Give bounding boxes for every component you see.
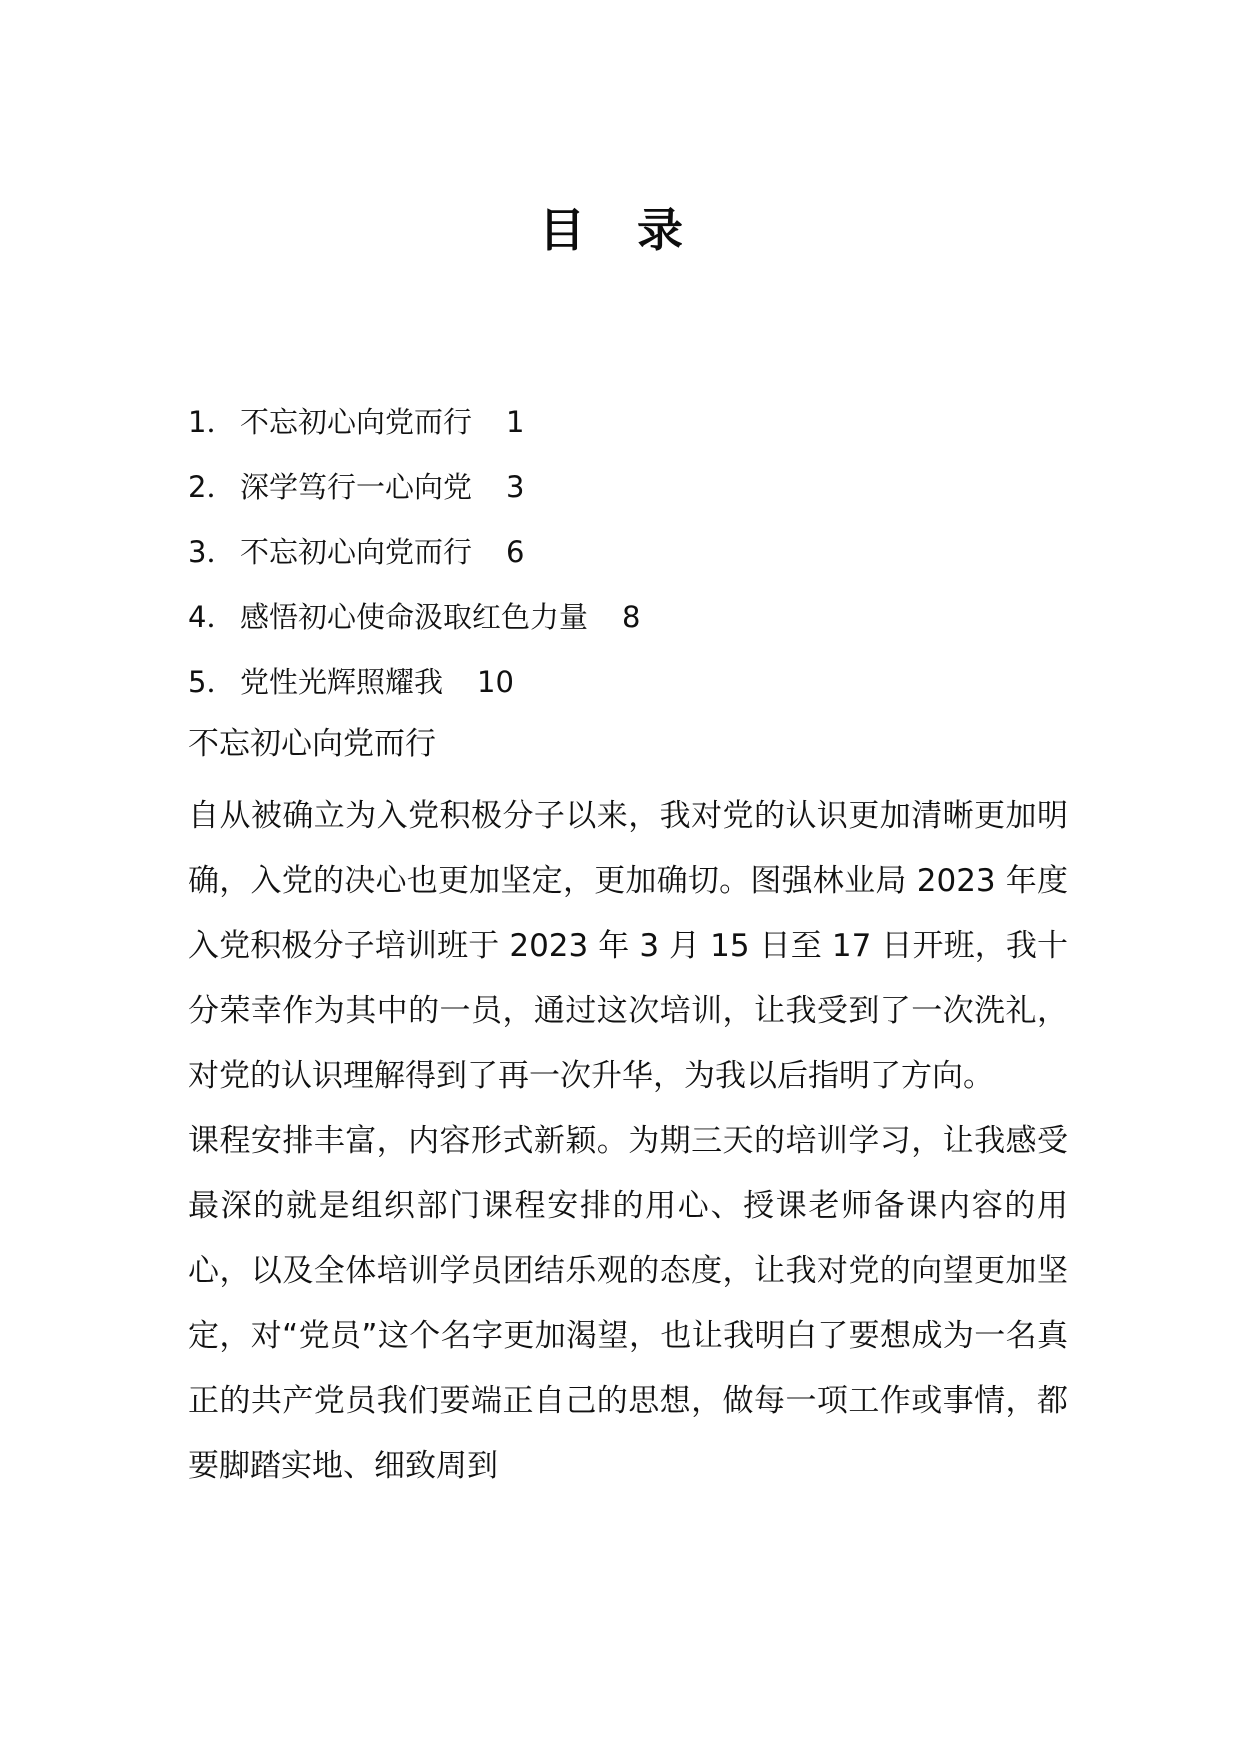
toc-item-page: 3 (506, 470, 525, 504)
toc-item-number: 2． (188, 470, 236, 504)
toc-item-title: 不忘初心向党而行 (240, 405, 473, 439)
article-paragraph: 自从被确立为入党积极分子以来，我对党的认识更加清晰更加明确，入党的决心也更加坚定，更加确切。图强林业局 2023 年度入党积极分子培训班于 2023 年 3 月 15 日至 17 日开班，我十分荣幸作为其中的一员，通过这次培训，让我受到了一次洗礼，对党的认识理解得到了再一次升华，为我以后指明了方向。 (188, 798, 1068, 1094)
toc-item[interactable] (188, 390, 1068, 455)
table-of-contents (188, 390, 1068, 715)
toc-item-page: 6 (506, 535, 525, 569)
toc-item-number: 1． (188, 405, 236, 439)
toc-item[interactable] (188, 585, 1068, 650)
article-title: 不忘初心向党而行 (188, 726, 436, 762)
toc-item-title: 感悟初心使命汲取红色力量 (240, 600, 589, 634)
toc-item[interactable] (188, 520, 1068, 585)
toc-item-page: 1 (506, 405, 525, 439)
toc-item-page: 10 (477, 665, 514, 699)
toc-item-title: 深学笃行一心向党 (240, 470, 473, 504)
toc-item[interactable] (188, 455, 1068, 520)
article-paragraph: 课程安排丰富，内容形式新颖。为期三天的培训学习，让我感受最深的就是组织部门课程安排的用心、授课老师备课内容的用心，以及全体培训学员团结乐观的态度，让我对党的向望更加坚定，对“党员”这个名字更加渴望，也让我明白了要想成为一名真正的共产党员我们要端正自己的思想，做每一项工作或事情，都要脚踏实地、细致周到 (188, 1123, 1068, 1484)
toc-item-page: 8 (622, 600, 641, 634)
page-title: 目 录 (538, 203, 701, 257)
toc-item-number: 3． (188, 535, 236, 569)
toc-item-number: 5． (188, 665, 236, 699)
toc-item-number: 4． (188, 600, 236, 634)
toc-item[interactable] (188, 650, 1068, 715)
toc-item-title: 党性光辉照耀我 (240, 665, 444, 699)
toc-item-title: 不忘初心向党而行 (240, 535, 473, 569)
article-body (188, 720, 1068, 1499)
